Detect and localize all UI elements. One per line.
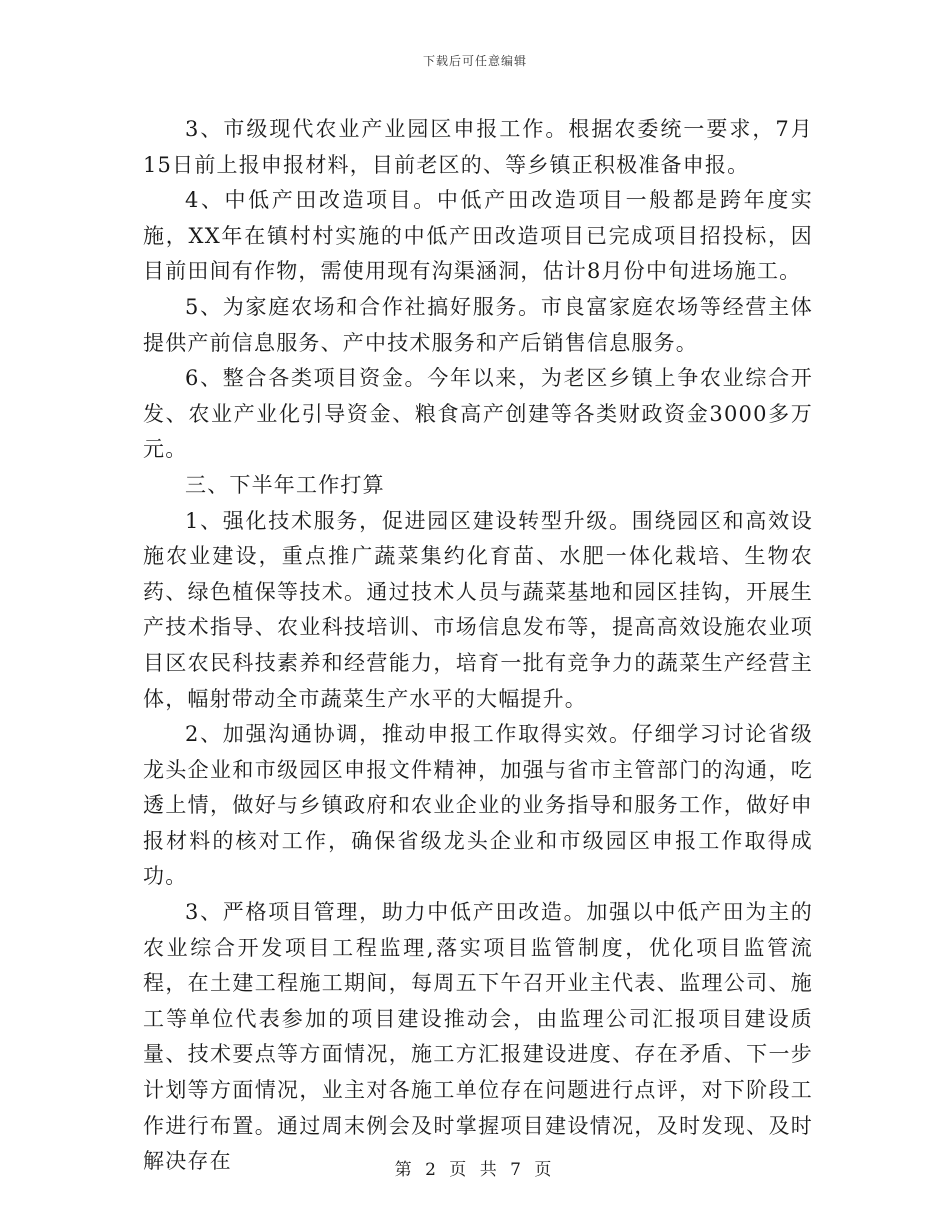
paragraph-plan-2-coordination: 2、加强沟通协调，推动申报工作取得实效。仔细学习讨论省级龙头企业和市级园区申报文件精神，加强与省市主管部门的沟通，吃透上情，做好与乡镇政府和农业企业的业务指导和服务工作，做好申报材料的核对工作，确保省级龙头企业和市级园区申报工作取得成功。 [143,722,813,889]
paragraph-item-5-farm-services: 5、为家庭农场和合作社搞好服务。市良富家庭农场等经营主体提供产前信息服务、产中技术服务和产后销售信息服务。 [143,294,813,355]
paragraph-item-4-field-renovation: 4、中低产田改造项目。中低产田改造项目一般都是跨年度实施，XX年在镇村村实施的中低产田改造项目已完成项目招投标，因目前田间有作物，需使用现有沟渠涵洞，估计8月份中旬进场施工。 [143,188,813,284]
paragraph-item-3-park-application: 3、市级现代农业产业园区申报工作。根据农委统一要求，7月15日前上报申报材料，目前老区的、等乡镇正积极准备申报。 [143,117,813,177]
page-header: 下载后可任意编辑 [422,54,527,68]
paragraph-plan-3-project-management: 3、严格项目管理，助力中低产田改造。加强以中低产田为主的农业综合开发项目工程监理,落实项目监管制度，优化项目监管流程，在土建工程施工期间，每周五下午召开业主代表、监理公司、施工等单位代表参加的项目建设推动会，由监理公司汇报项目建设质量、技术要点等方面情况，施工方汇报建设进度、存在矛盾、下一步计划等方面情况，业主对各施工单位存在问题进行点评，对下阶段工作进行布置。通过周末例会及时掌握项目建设情况，及时发现、及时解决存在 [143,900,813,1174]
paragraph-plan-1-technical-services: 1、强化技术服务，促进园区建设转型升级。围绕园区和高效设施农业建设，重点推广蔬菜集约化育苗、水肥一体化栽培、生物农药、绿色植保等技术。通过技术人员与蔬菜基地和园区挂钩，开展生产技术指导、农业科技培训、市场信息发布等，提高高效设施农业项目区农民科技素养和经营能力，培育一批有竞争力的蔬菜生产经营主体，幅射带动全市蔬菜生产水平的大幅提升。 [143,508,813,711]
page-number-footer: 第 2 页 共 7 页 [394,1160,556,1180]
section-heading-second-half-plan: 三、下半年工作打算 [185,472,385,497]
paragraph-item-6-project-funds: 6、整合各类项目资金。今年以来，为老区乡镇上争农业综合开发、农业产业化引导资金、粮食高产创建等各类财政资金3000多万元。 [143,366,813,462]
document-body [143,112,813,1180]
